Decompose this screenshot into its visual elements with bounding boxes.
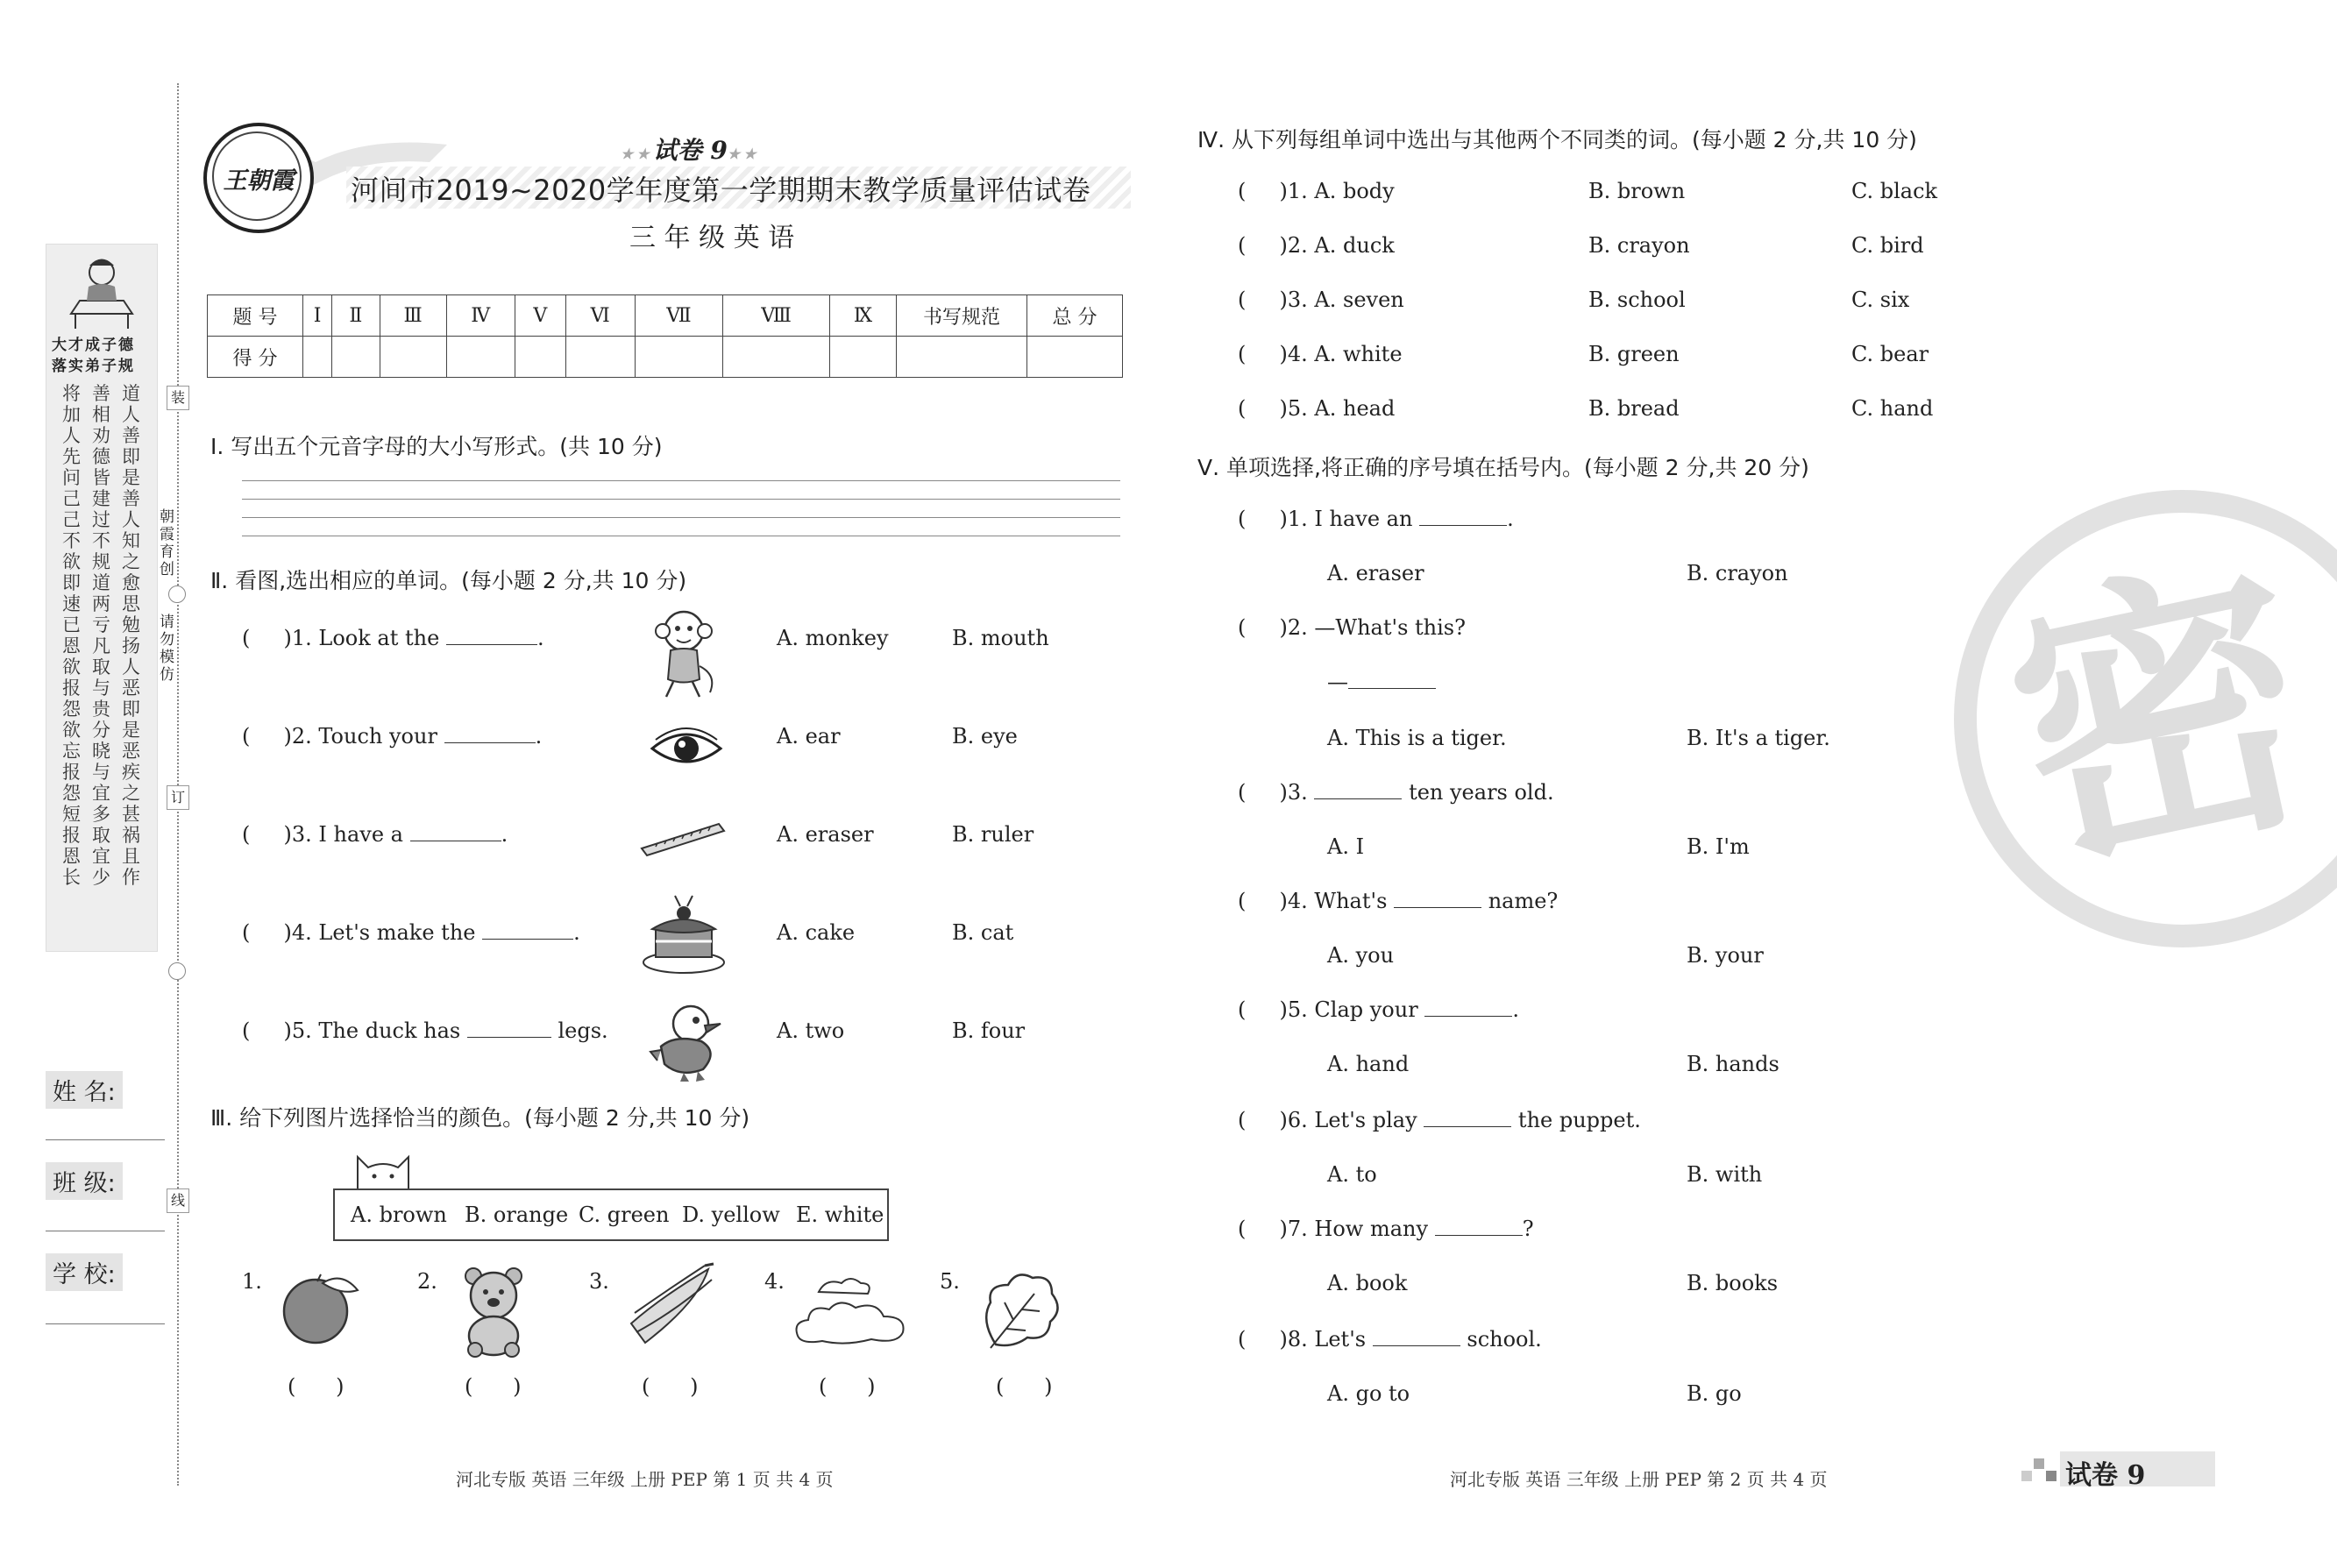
cut-mark-1: 装 (167, 386, 189, 410)
score-cell[interactable] (565, 337, 635, 378)
school-label: 学 校: (46, 1253, 123, 1291)
score-cell[interactable] (303, 337, 332, 378)
s4-question-3: ( )3. A. seven (1238, 287, 1404, 312)
color-option: C. green (579, 1203, 670, 1227)
s4-option-c[interactable]: C. hand (1851, 396, 1934, 421)
s2-option-b[interactable]: B. cat (952, 920, 1014, 945)
s2-question-5: ( )5. The duck has legs. (242, 1018, 608, 1043)
s5-question-5: ( )5. Clap your . (1238, 997, 1519, 1022)
section-5-title: Ⅴ. 单项选择,将正确的序号填在括号内。(每小题 2 分,共 20 分) (1197, 455, 1809, 480)
cut-mark-2: 订 (167, 785, 189, 810)
answer-blank[interactable] (410, 823, 501, 841)
class-label: 班 级: (46, 1162, 123, 1200)
leaf-icon (978, 1267, 1066, 1352)
ruler-icon (638, 815, 726, 859)
s2-question-1: ( )1. Look at the . (242, 626, 544, 650)
s4-option-b[interactable]: B. school (1588, 287, 1686, 312)
score-cell[interactable] (1027, 337, 1123, 378)
section-4-title: Ⅳ. 从下列每组单词中选出与其他两个不同类的词。(每小题 2 分,共 10 分) (1197, 127, 1917, 153)
score-header-cell: 书写规范 (897, 295, 1027, 337)
picture-number: 4. (764, 1269, 785, 1294)
answer-blank[interactable] (1424, 1109, 1511, 1127)
s4-option-b[interactable]: B. crayon (1588, 233, 1690, 258)
score-cell[interactable] (635, 337, 722, 378)
score-header-cell: Ⅷ (723, 295, 830, 337)
score-cell[interactable] (515, 337, 566, 378)
page-title: 河间市2019~2020学年度第一学期期末教学质量评估试卷 (351, 174, 1091, 207)
s5-option-a[interactable]: A. This is a tiger. (1327, 726, 1507, 750)
answer-blank[interactable] (1419, 507, 1507, 526)
s5-option-b[interactable]: B. I'm (1687, 834, 1750, 859)
brand-logo (203, 123, 314, 233)
footer-right: 河北专版 英语 三年级 上册 PEP 第 2 页 共 4 页 (1450, 1469, 1828, 1490)
s4-question-4: ( )4. A. white (1238, 342, 1403, 366)
s4-question-2: ( )2. A. duck (1238, 233, 1395, 258)
picture-number: 5. (940, 1269, 960, 1294)
s5-option-a[interactable]: A. you (1327, 943, 1395, 968)
section-2-title: Ⅱ. 看图,选出相应的单词。(每小题 2 分,共 10 分) (210, 568, 687, 593)
poem-column-3: 道人善即是善人知之愈思勉扬人恶即是恶疾之甚祸且作 (122, 383, 140, 888)
scholar-figure-icon (53, 248, 150, 336)
s5-option-b[interactable]: B. with (1687, 1162, 1763, 1187)
s2-option-b[interactable]: B. ruler (952, 822, 1034, 847)
school-field[interactable] (46, 1323, 165, 1324)
answer-blank[interactable] (446, 627, 537, 645)
s5-answer-line: — (1327, 670, 1436, 694)
side-text-2: 请勿模仿 (160, 614, 174, 684)
answer-paren[interactable]: ( ) (465, 1374, 522, 1399)
s4-option-b[interactable]: B. bread (1588, 396, 1680, 421)
s4-question-5: ( )5. A. head (1238, 396, 1396, 421)
s5-option-b[interactable]: B. crayon (1687, 561, 1788, 585)
monkey-icon (649, 605, 719, 701)
answer-paren[interactable]: ( ) (819, 1374, 876, 1399)
s5-question-1: ( )1. I have an . (1238, 507, 1514, 531)
corner-tag: 试卷 9 (2065, 1460, 2146, 1491)
s5-question-2: ( )2. —What's this? (1238, 615, 1466, 640)
score-cell[interactable] (332, 337, 380, 378)
bananas-icon (626, 1262, 722, 1350)
s5-option-a[interactable]: A. eraser (1327, 561, 1424, 585)
motto-line-2: 落实弟子规 (52, 358, 135, 375)
answer-blank[interactable] (1394, 890, 1481, 908)
answer-paren[interactable]: ( ) (996, 1374, 1053, 1399)
s4-option-c[interactable]: C. six (1851, 287, 1910, 312)
s2-question-4: ( )4. Let's make the . (242, 920, 580, 945)
s2-option-b[interactable]: B. mouth (952, 626, 1049, 650)
score-row-label: 得 分 (208, 337, 303, 378)
writing-lines[interactable] (242, 480, 1120, 554)
section-3-title: Ⅲ. 给下列图片选择恰当的颜色。(每小题 2 分,共 10 分) (210, 1105, 750, 1131)
answer-paren[interactable]: ( ) (642, 1374, 699, 1399)
s2-option-a[interactable]: A. ear (777, 724, 841, 749)
answer-blank[interactable] (467, 1019, 551, 1038)
s5-option-b[interactable]: B. go (1687, 1381, 1742, 1406)
score-header-cell: Ⅸ (829, 295, 896, 337)
s4-option-c[interactable]: C. black (1851, 179, 1938, 203)
orange-fruit-icon (281, 1267, 368, 1346)
s5-question-3: ( )3. ten years old. (1238, 780, 1554, 805)
s5-option-a[interactable]: A. hand (1327, 1052, 1410, 1076)
cat-head-icon (352, 1148, 414, 1192)
watermark-text: 密 (1984, 523, 2337, 914)
answer-blank[interactable] (1314, 781, 1402, 799)
s2-option-a[interactable]: A. eraser (777, 822, 874, 847)
color-option: D. yellow (682, 1203, 780, 1227)
s4-option-c[interactable]: C. bear (1851, 342, 1929, 366)
score-header-cell: Ⅲ (380, 295, 446, 337)
score-header-row (208, 295, 1123, 337)
poem-column-2: 善相劝德皆建过不规道两亏凡取与贵分晓与宜多取宜少 (92, 383, 110, 888)
score-cell[interactable] (897, 337, 1027, 378)
clouds-icon (792, 1274, 912, 1348)
score-cell[interactable] (380, 337, 446, 378)
motto-strip (46, 244, 158, 952)
s4-option-b[interactable]: B. brown (1588, 179, 1686, 203)
score-cell[interactable] (446, 337, 515, 378)
cut-mark-3: 线 (167, 1188, 189, 1213)
side-text-1: 朝霞育创 (160, 508, 174, 578)
answer-paren[interactable]: ( ) (288, 1374, 345, 1399)
picture-number: 3. (589, 1269, 609, 1294)
s5-option-b[interactable]: B. books (1687, 1271, 1779, 1295)
s5-option-b[interactable]: B. hands (1687, 1052, 1779, 1076)
s5-option-a[interactable]: A. I (1327, 834, 1365, 859)
color-option: A. brown (351, 1203, 447, 1227)
s5-option-a[interactable]: A. book (1327, 1271, 1408, 1295)
paper-tag: ★★试卷 9★★ (621, 136, 760, 165)
score-table (207, 294, 1123, 378)
section-1-title: Ⅰ. 写出五个元音字母的大小写形式。(共 10 分) (210, 434, 663, 459)
score-header-cell: 题 号 (208, 295, 303, 337)
score-header-cell: Ⅴ (515, 295, 566, 337)
corner-squares (2021, 1458, 2056, 1483)
s4-option-b[interactable]: B. green (1588, 342, 1680, 366)
answer-blank[interactable] (482, 921, 573, 940)
s2-option-b[interactable]: B. eye (952, 724, 1018, 749)
motto-line-1: 大才成子德 (52, 337, 135, 354)
name-label: 姓 名: (46, 1071, 123, 1109)
s2-option-a[interactable]: A. cake (777, 920, 856, 945)
s5-option-b[interactable]: B. It's a tiger. (1687, 726, 1830, 750)
s5-option-b[interactable]: B. your (1687, 943, 1764, 968)
s2-question-3: ( )3. I have a . (242, 822, 508, 847)
circle-mark-icon (168, 962, 186, 980)
answer-blank[interactable] (1373, 1328, 1460, 1346)
s5-question-6: ( )6. Let's play the puppet. (1238, 1108, 1641, 1132)
cake-icon (640, 892, 728, 976)
answer-blank[interactable] (444, 725, 536, 743)
eye-icon (649, 724, 724, 773)
answer-blank[interactable] (1435, 1217, 1523, 1236)
s4-option-c[interactable]: C. bird (1851, 233, 1924, 258)
score-header-cell: Ⅳ (446, 295, 515, 337)
binding-dotted-line (177, 83, 179, 1486)
s5-question-7: ( )7. How many ? (1238, 1217, 1534, 1241)
page-subtitle: 三 年 级 英 语 (629, 223, 795, 253)
answer-blank[interactable] (1348, 670, 1436, 689)
s5-option-a[interactable]: A. to (1327, 1162, 1377, 1187)
answer-blank[interactable] (1424, 998, 1512, 1017)
duck-icon (649, 999, 733, 1083)
score-header-cell: 总 分 (1027, 295, 1123, 337)
name-field[interactable] (46, 1139, 165, 1140)
brand-logo-text: 王朝霞 (223, 167, 295, 195)
score-header-cell: Ⅰ (303, 295, 332, 337)
s5-option-a[interactable]: A. go to (1327, 1381, 1410, 1406)
score-header-cell: Ⅵ (565, 295, 635, 337)
picture-number: 2. (417, 1269, 437, 1294)
score-header-cell: Ⅶ (635, 295, 722, 337)
score-cell[interactable] (723, 337, 830, 378)
footer-left: 河北专版 英语 三年级 上册 PEP 第 1 页 共 4 页 (456, 1469, 834, 1490)
s5-question-8: ( )8. Let's school. (1238, 1327, 1542, 1352)
s4-question-1: ( )1. A. body (1238, 179, 1395, 203)
picture-number: 1. (242, 1269, 262, 1294)
s2-option-a[interactable]: A. two (777, 1018, 845, 1043)
circle-mark-icon (168, 585, 186, 603)
score-value-row (208, 337, 1123, 378)
score-header-cell: Ⅱ (332, 295, 380, 337)
poem-column-1: 将加人先问己己不欲即速已恩欲报怨欲忘报怨短报恩长 (62, 383, 81, 888)
bear-icon (456, 1262, 536, 1359)
score-cell[interactable] (829, 337, 896, 378)
color-option: E. white (796, 1203, 884, 1227)
s2-option-a[interactable]: A. monkey (777, 626, 889, 650)
color-options-box (333, 1188, 889, 1241)
s5-question-4: ( )4. What's name? (1238, 889, 1559, 913)
color-option: B. orange (465, 1203, 569, 1227)
s2-question-2: ( )2. Touch your . (242, 724, 543, 749)
s2-option-b[interactable]: B. four (952, 1018, 1026, 1043)
